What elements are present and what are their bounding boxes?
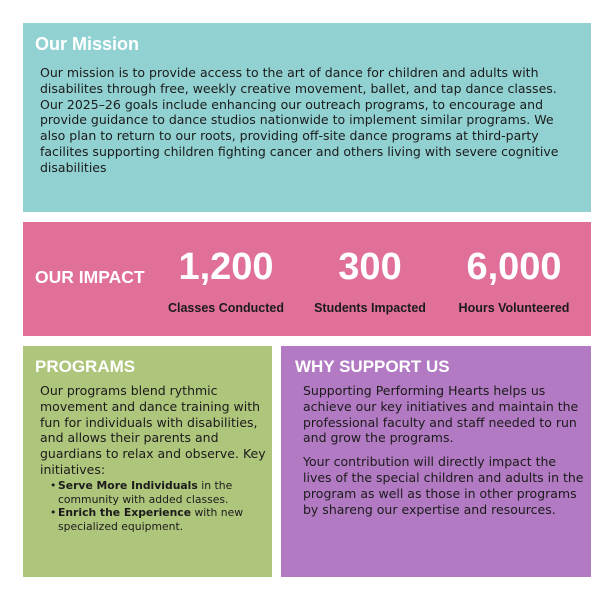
stat-label: Hours Volunteered — [458, 301, 570, 315]
list-item — [50, 479, 266, 507]
stat-value: 6,000 — [466, 246, 562, 288]
mission-title: Our Mission — [35, 34, 140, 54]
stat-label: Students Impacted — [314, 301, 426, 315]
support-body — [303, 383, 588, 525]
stat-classes-conducted — [156, 247, 296, 315]
stat-value: 300 — [338, 246, 402, 288]
programs-panel — [23, 346, 272, 577]
support-title: WHY SUPPORT US — [295, 357, 450, 376]
support-panel — [281, 346, 591, 577]
support-paragraph: Your contribution will directly impact the lives of the special children and adults in the program as well as those in other programs by shareng our expertise and resources. — [303, 454, 584, 517]
programs-text: Our programs blend rythmic movement and dance training with fun for individuals with disabilities, and allows their parents and guardians to relax and observe. Key initiatives: — [40, 383, 266, 477]
initiative-detail: with new specialized equipment. — [58, 506, 244, 534]
mission-text: Our mission is to provide access to the art of dance for children and adults with disabilites through free, weekly creative movement, ballet, and tap dance classes. Our 2025–26 goals include enhancing our outreach programs, to encourage and provide guidance to dance studios nationwide to implement similar programs. We also plan to return to our roots, providing off-site dance programs at third-party facilites supporting children fighting cancer and others living with severe cognitive disabilities — [40, 65, 559, 175]
initiative-title: Serve More Individuals — [58, 478, 198, 492]
initiative-detail: in the community with added classes. — [58, 478, 233, 506]
mission-panel — [23, 23, 591, 212]
impact-panel — [23, 222, 591, 336]
programs-title: PROGRAMS — [35, 357, 136, 376]
stat-value: 1,200 — [178, 246, 274, 288]
programs-body — [40, 383, 266, 534]
stat-students-impacted — [300, 247, 440, 315]
stat-label: Classes Conducted — [167, 301, 284, 315]
impact-title: OUR IMPACT — [35, 267, 145, 287]
list-item — [50, 506, 266, 534]
stat-hours-volunteered — [444, 247, 584, 315]
initiative-title: Enrich the Experience — [58, 506, 192, 520]
initiatives-list — [40, 479, 266, 534]
support-paragraph: Supporting Performing Hearts helps us achieve our key initiatives and maintain the professional faculty and staff needed to run and grow the programs. — [303, 383, 579, 446]
